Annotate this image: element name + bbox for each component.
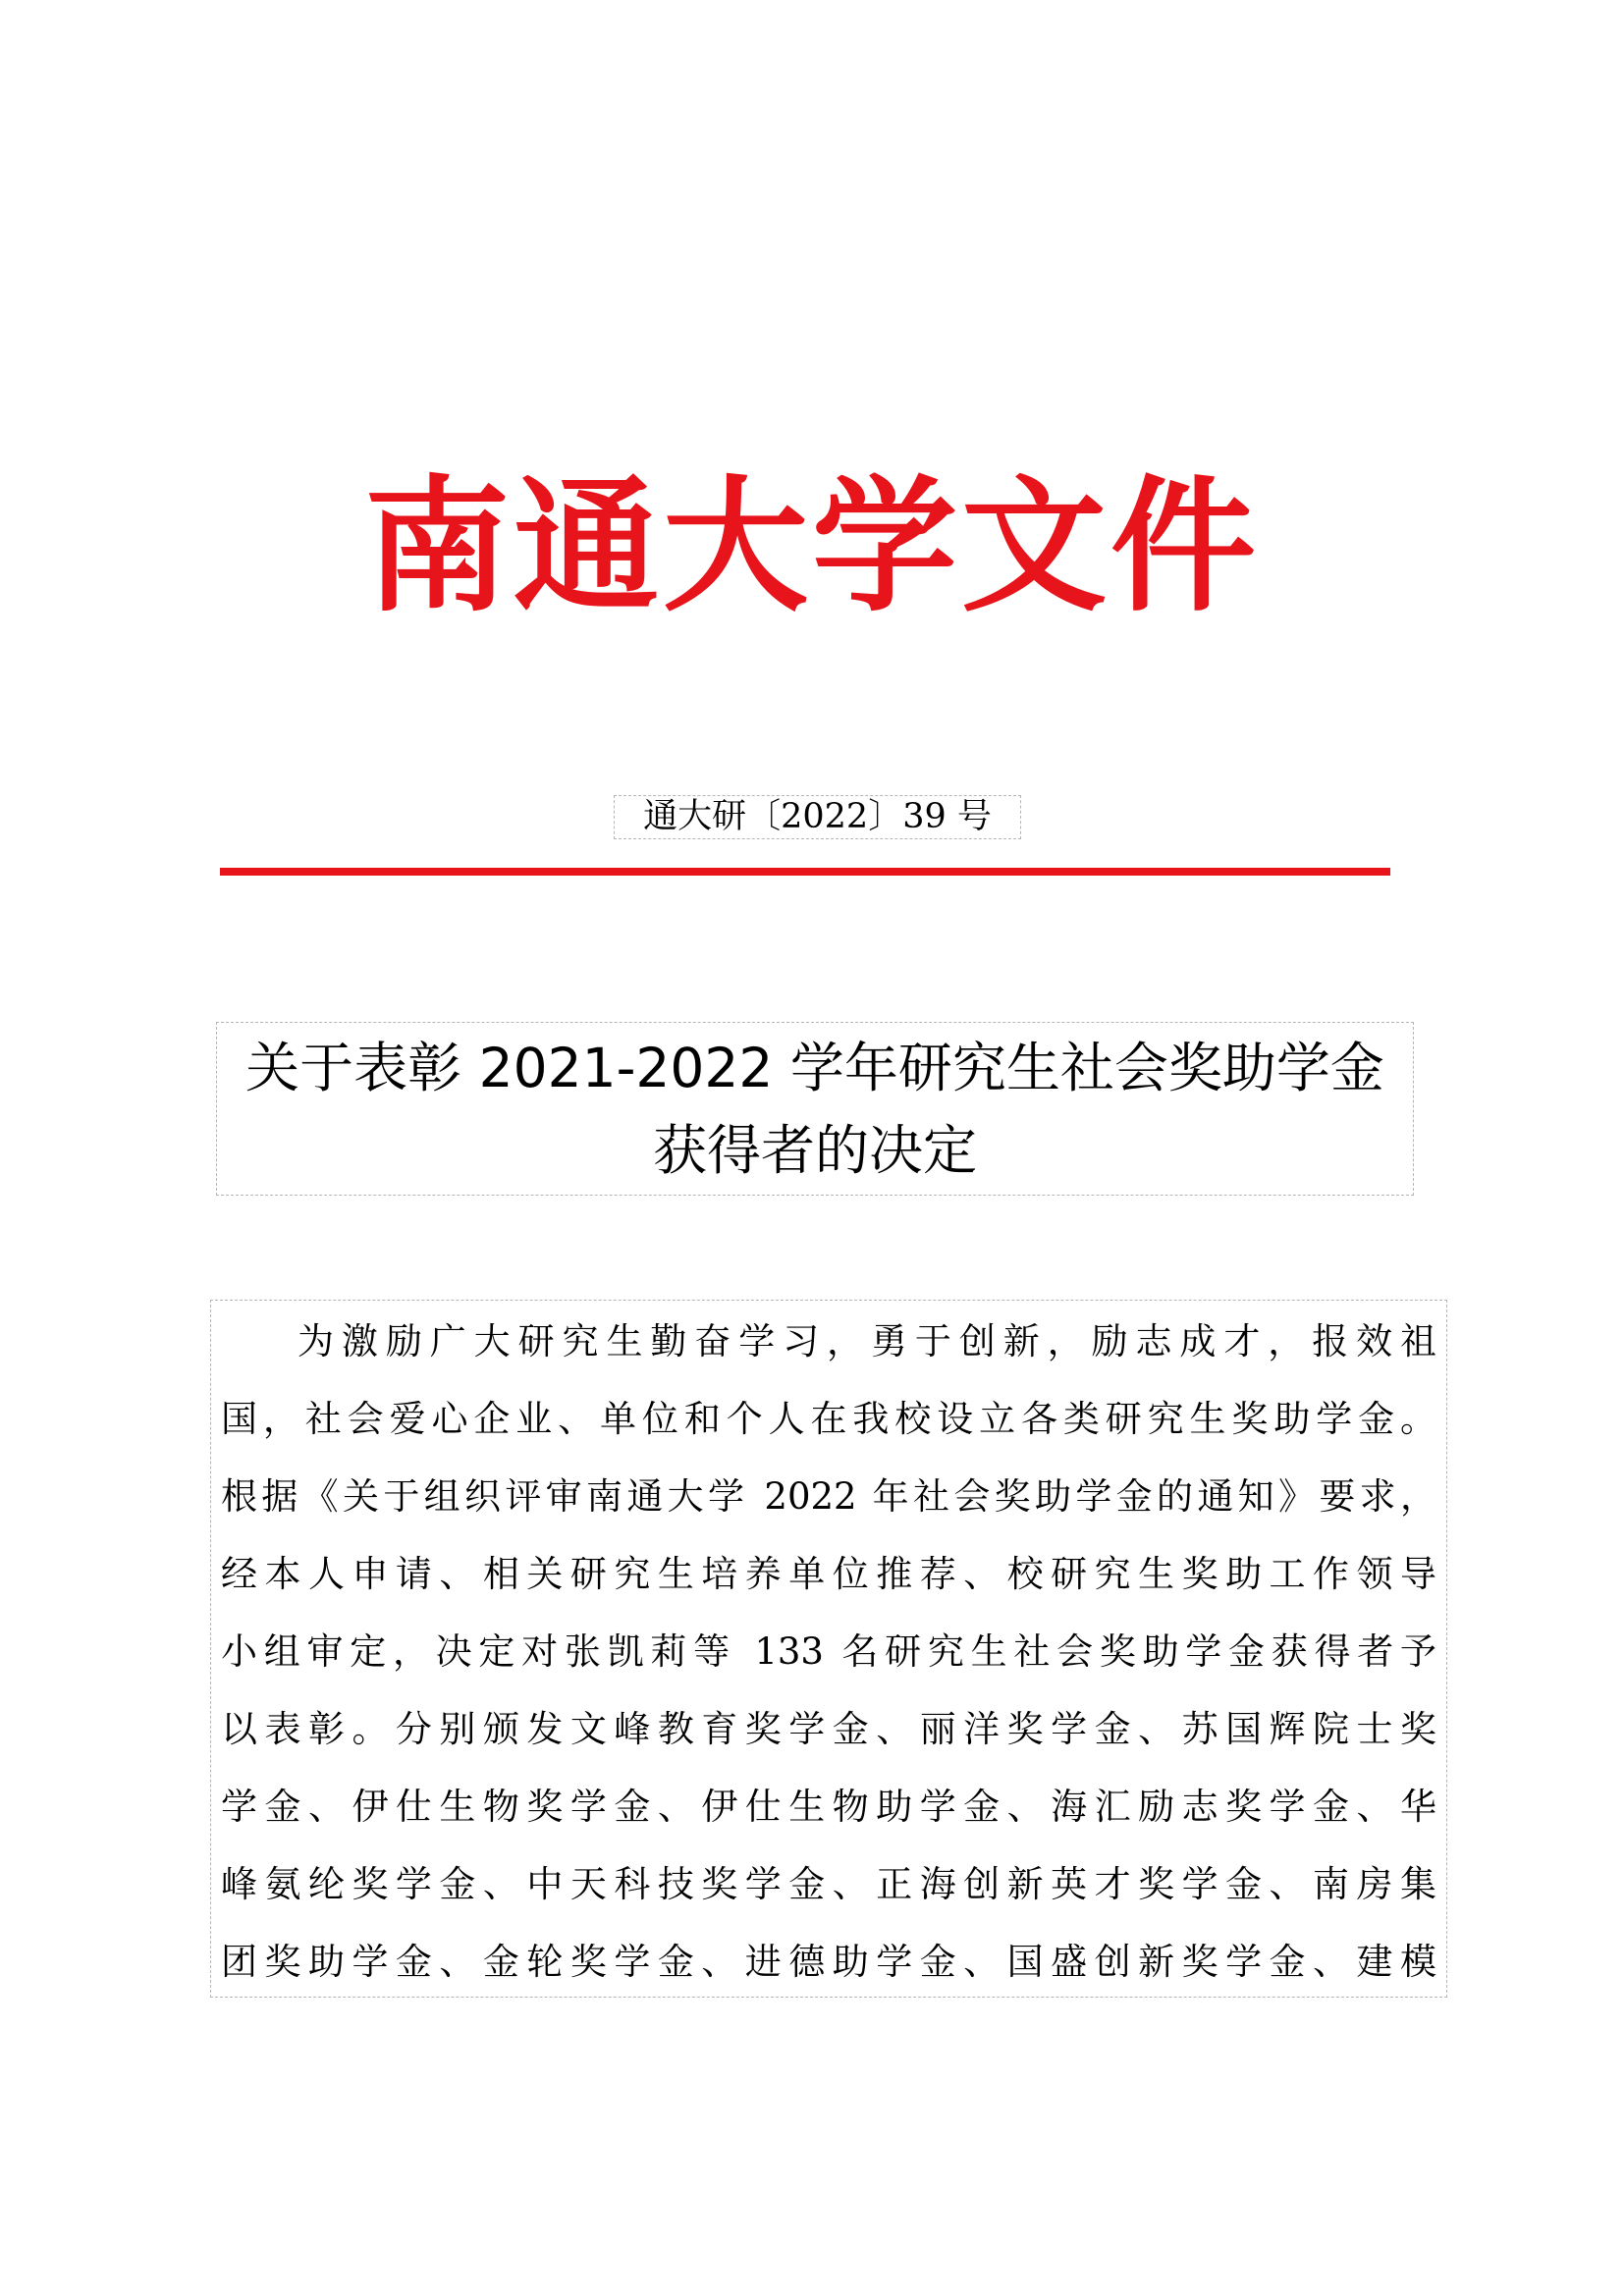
- body-line-9: 团奖助学金、金轮奖学金、进德助学金、国盛创新奖学金、建模: [221, 1941, 1436, 1983]
- body-line-5: 小组审定，决定对张凯莉等 133 名研究生社会奖助学金获得者予: [221, 1630, 1436, 1673]
- red-divider-line: [220, 868, 1390, 876]
- body-line-8: 峰氨纶奖学金、中天科技奖学金、正海创新英才奖学金、南房集: [221, 1863, 1436, 1905]
- document-title: [216, 1022, 1414, 1196]
- body-line-3: 根据《关于组织评审南通大学 2022 年社会奖助学金的通知》要求，: [221, 1475, 1436, 1518]
- body-line-4: 经本人申请、相关研究生培养单位推荐、校研究生奖助工作领导: [221, 1553, 1436, 1595]
- body-line-7: 学金、伊仕生物奖学金、伊仕生物助学金、海汇励志奖学金、华: [221, 1786, 1436, 1828]
- body-line-2: 国，社会爱心企业、单位和个人在我校设立各类研究生奖助学金。: [221, 1398, 1436, 1440]
- body-line-6: 以表彰。分别颁发文峰教育奖学金、丽洋奖学金、苏国辉院士奖: [221, 1708, 1436, 1750]
- document-number: 通大研〔2022〕39 号: [614, 795, 1021, 839]
- body-line-1: 为激励广大研究生勤奋学习，勇于创新，励志成才，报效祖: [298, 1320, 1436, 1362]
- document-title-line-1: 关于表彰 2021-2022 学年研究生社会奖助学金: [245, 1037, 1384, 1099]
- document-title-line-2: 获得者的决定: [652, 1119, 977, 1182]
- document-header-title: 南通大学文件: [364, 460, 1260, 631]
- body-paragraph: [210, 1300, 1447, 1998]
